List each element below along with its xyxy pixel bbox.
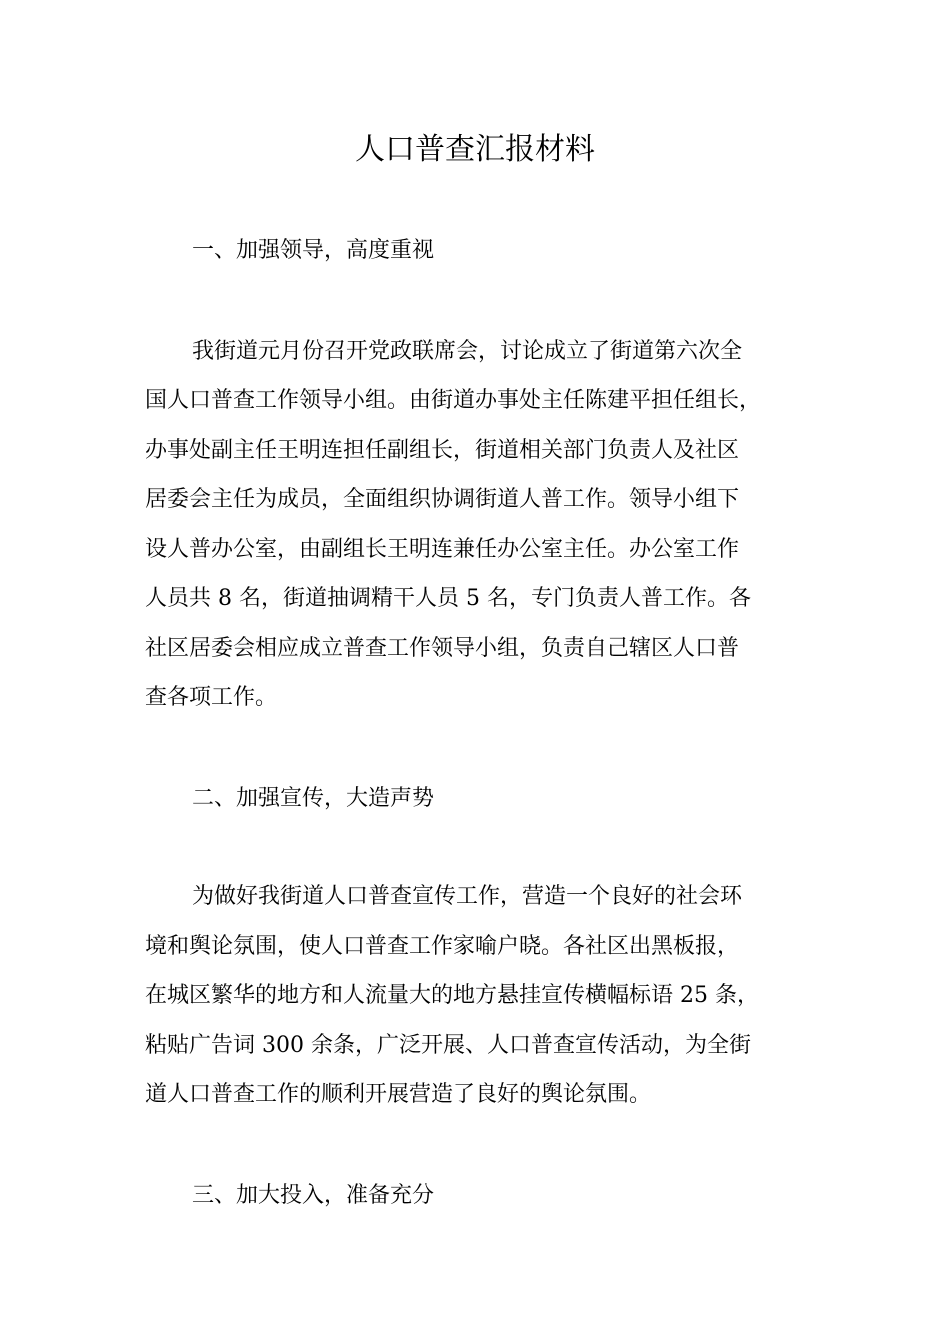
paragraph-line: 境和舆论氛围，使人口普查工作家喻户晓。各社区出黑板报， xyxy=(145,934,740,959)
paragraph-line: 粘贴广告词 300 余条，广泛开展、人口普查宣传活动，为全街 xyxy=(145,1033,751,1058)
paragraph-line: 为做好我街道人口普查宣传工作，营造一个良好的社会环 xyxy=(192,884,743,909)
paragraph-line: 居委会主任为成员，全面组织协调街道人普工作。领导小组下 xyxy=(145,487,740,512)
document-title: 人口普查汇报材料 xyxy=(355,132,595,167)
paragraph-line: 查各项工作。 xyxy=(145,685,278,710)
paragraph-line: 设人普办公室，由副组长王明连兼任办公室主任。办公室工作 xyxy=(145,537,740,562)
paragraph-line: 道人口普查工作的顺利开展营造了良好的舆论氛围。 xyxy=(145,1082,652,1107)
paragraph-line: 我街道元月份召开党政联席会，讨论成立了街道第六次全 xyxy=(192,339,743,364)
section-heading-3: 三、加大投入，准备充分 xyxy=(192,1183,435,1208)
paragraph-line: 办事处副主任王明连担任副组长，街道相关部门负责人及社区 xyxy=(145,438,740,463)
paragraph-line: 人员共 8 名，街道抽调精干人员 5 名，专门负责人普工作。各 xyxy=(145,586,751,611)
section-heading-2: 二、加强宣传，大造声势 xyxy=(192,786,435,811)
section-heading-1: 一、加强领导，高度重视 xyxy=(192,238,435,263)
paragraph-line: 社区居委会相应成立普查工作领导小组，负责自己辖区人口普 xyxy=(145,636,740,661)
paragraph-line: 国人口普查工作领导小组。由街道办事处主任陈建平担任组长， xyxy=(145,388,762,413)
paragraph-line: 在城区繁华的地方和人流量大的地方悬挂宣传横幅标语 25 条， xyxy=(145,983,759,1008)
